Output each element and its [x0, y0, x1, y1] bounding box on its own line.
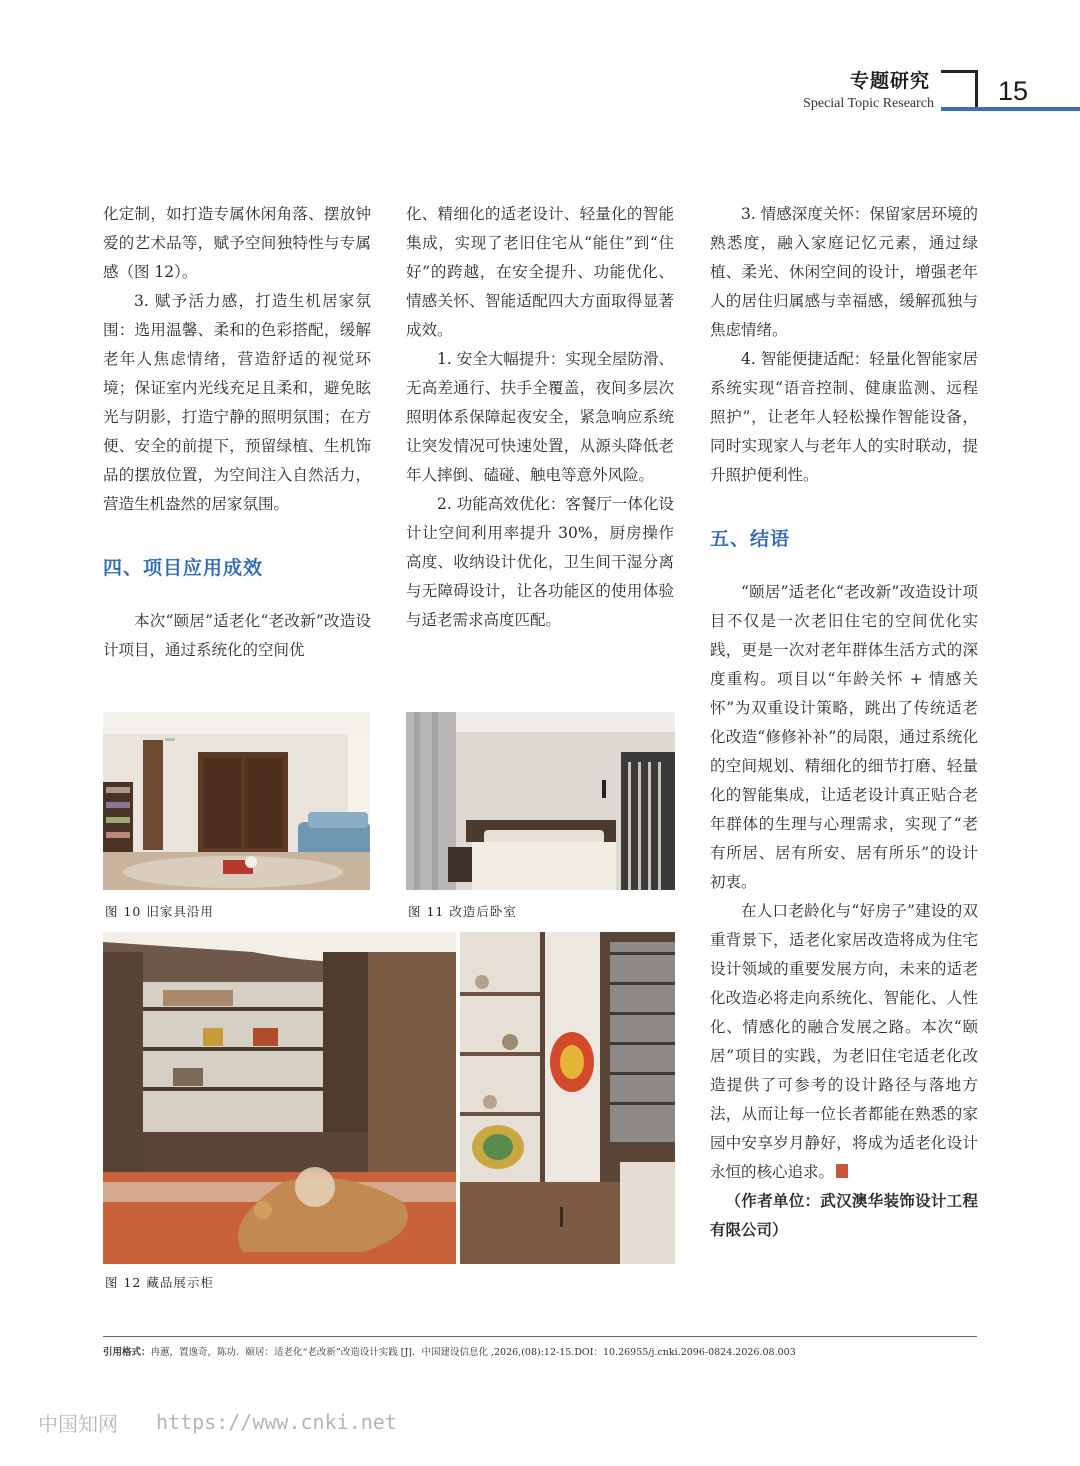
- author-affiliation: （作者单位：武汉澳华装饰设计工程有限公司）: [710, 1192, 978, 1239]
- citation-label: 引用格式：: [103, 1347, 151, 1358]
- collection-shelves-image: [460, 932, 675, 1264]
- section-heading-4: 四、项目应用成效: [103, 557, 264, 579]
- figure-11-photo: [406, 712, 675, 890]
- citation: [103, 1344, 796, 1358]
- section-title: 专题研究: [849, 70, 930, 92]
- watermark-url: https://www.cnki.net: [156, 1410, 397, 1434]
- footer-rule: [103, 1336, 977, 1337]
- page-number: 15: [998, 76, 1029, 106]
- paragraph: 化、精细化的适老设计、轻量化的智能集成，实现了老旧住宅从“能住”到“住好”的跨越，在安全提升、功能优化、情感关怀、智能适配四大方面取得显著成效。: [406, 205, 674, 339]
- citation-text: 冉蕙，置逸奇，陈功．颐居：适老化“老改新”改造设计实践 [J]．中国建设信息化 ,2026,(08):12-15.DOI：10.26955/j.cnki.2096-0824.2026.08.003: [150, 1347, 796, 1358]
- section-subtitle: Special Topic Research: [803, 96, 934, 111]
- paragraph: 3. 赋予活力感，打造生机居家氛围：选用温馨、柔和的色彩搭配，缓解老年人焦虑情绪，营造舒适的视觉环境；保证室内光线充足且柔和，避免眩光与阴影，打造宁静的照明氛围；在方便、安全的前提下，预留绿植、生机饰品的摆放位置，为空间注入自然活力，营造生机盎然的居家氛围。: [103, 292, 371, 513]
- column-1-top: [103, 200, 371, 519]
- watermark-brand: 中国知网: [38, 1412, 118, 1436]
- living-room-image: [103, 712, 370, 890]
- column-3-bottom: [710, 578, 978, 1245]
- figure-11-caption: 图 11 改造后卧室: [408, 904, 517, 919]
- figure-10-caption: 图 10 旧家具沿用: [105, 904, 214, 919]
- paragraph-text: 在人口老龄化与“好房子”建设的双重背景下，适老化家居改造将成为住宅设计领域的重要发展方向，未来的适老化改造必将走向系统化、智能化、人性化、情感化的融合发展之路。本次“颐居”项目的实践，为老旧住宅适老化改造提供了可参考的设计路径与落地方法，从而让每一位长者都能在熟悉的家园中安享岁月静好，将成为适老化设计永恒的核心追求。: [710, 902, 978, 1181]
- header-rule: [941, 107, 1080, 111]
- figure-12-caption: 图 12 藏品展示柜: [105, 1275, 214, 1290]
- figure-10-photo: [103, 712, 370, 890]
- header-bracket-decoration: [941, 70, 978, 107]
- column-2: [406, 200, 674, 635]
- paragraph: 本次“颐居”适老化“老改新”改造设计项目，通过系统化的空间优: [103, 612, 371, 659]
- end-seal-icon: [836, 1164, 848, 1178]
- paragraph: 化定制，如打造专属休闲角落、摆放钟爱的艺术品等，赋予空间独特性与专属感（图 12）。: [103, 205, 371, 281]
- column-3-top: [710, 200, 978, 490]
- paragraph: 1. 安全大幅提升：实现全屋防滑、无高差通行、扶手全覆盖，夜间多层次照明体系保障起夜安全，紧急响应系统让突发情况可快速处置，从源头降低老年人摔倒、磕碰、触电等意外风险。: [406, 350, 674, 484]
- figure-12-photo-right: [460, 932, 675, 1264]
- figure-12-photo-left: [103, 932, 456, 1264]
- bedroom-image: [406, 712, 675, 890]
- paragraph: “颐居”适老化“老改新”改造设计项目不仅是一次老旧住宅的空间优化实践，更是一次对老年群体生活方式的深度重构。项目以“年龄关怀 + 情感关怀”为双重设计策略，跳出了传统适老化改造“修修补补”的局限，通过系统化的空间规划、精细化的细节打磨、轻量化的智能集成，让适老设计真正贴合老年群体的生理与心理需求，实现了“老有所居、居有所安、居有所乐”的设计初衷。: [710, 583, 978, 891]
- column-1-bottom: [103, 607, 371, 665]
- display-cabinet-image: [103, 932, 456, 1264]
- paragraph: 4. 智能便捷适配：轻量化智能家居系统实现“语音控制、健康监测、远程照护”，让老年人轻松操作智能设备，同时实现家人与老年人的实时联动，提升照护便利性。: [710, 350, 978, 484]
- paragraph: 2. 功能高效优化：客餐厅一体化设计让空间利用率提升 30%，厨房操作高度、收纳设计优化，卫生间干湿分离与无障碍设计，让各功能区的使用体验与适老需求高度匹配。: [406, 495, 674, 629]
- section-heading-5: 五、结语: [710, 528, 791, 550]
- paragraph: [710, 897, 978, 1187]
- paragraph: 3. 情感深度关怀：保留家居环境的熟悉度，融入家庭记忆元素，通过绿植、柔光、休闲空间的设计，增强老年人的居住归属感与幸福感，缓解孤独与焦虑情绪。: [710, 205, 978, 339]
